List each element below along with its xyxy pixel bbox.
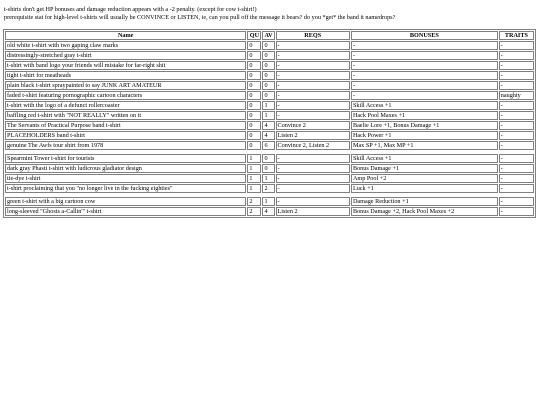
group-spacer-cell	[5, 194, 534, 196]
header-qu: QU	[247, 31, 261, 40]
cell-qu: 0	[247, 41, 261, 50]
cell-av: 1	[262, 111, 274, 120]
table-row	[5, 131, 534, 140]
cell-av: 0	[262, 81, 274, 90]
table-row	[5, 111, 534, 120]
cell-qu: 0	[247, 61, 261, 70]
header-traits: TRAITS	[499, 31, 534, 40]
table-body	[5, 41, 534, 216]
cell-reqs: -	[276, 41, 350, 50]
cell-av: 1	[262, 197, 274, 206]
cell-traits: -	[499, 71, 534, 80]
cell-reqs: -	[276, 61, 350, 70]
cell-bonuses: -	[351, 81, 498, 90]
cell-bonuses: Max SP +1, Max MP +1	[351, 141, 498, 150]
table-row	[5, 174, 534, 183]
cell-name: t-shirt with the logo of a defunct rollercoaster	[5, 101, 246, 110]
cell-av: 0	[262, 51, 274, 60]
cell-reqs: -	[276, 91, 350, 100]
cell-name: distressingly-stretched gray t-shirt	[5, 51, 246, 60]
cell-name: tight t-shirt for meatheads	[5, 71, 246, 80]
cell-name: genuine The Awfs tour shirt from 1978	[5, 141, 246, 150]
cell-av: 0	[262, 154, 274, 163]
cell-traits: -	[499, 197, 534, 206]
cell-qu: 1	[247, 164, 261, 173]
header-av: AV	[264, 32, 273, 39]
cell-name: green t-shirt with a big cartoon cow	[5, 197, 246, 206]
cell-name: PLACEHOLDERS band t-shirt	[5, 131, 246, 140]
cell-reqs: Convince 2, Listen 2	[276, 141, 350, 150]
cell-name: Spearmint Tower t-shirt for tourists	[5, 154, 246, 163]
cell-qu: 0	[247, 81, 261, 90]
cell-name: faded t-shirt featuring pornographic cartoon characters	[5, 91, 246, 100]
cell-bonuses: -	[351, 91, 498, 100]
intro-line-1: t-shirts don't get HP bonuses and damage reduction appears with a -2 penalty. (except for cow t-shirt!)	[4, 6, 257, 13]
cell-bonuses: Bonus Damage +2, Hack Pool Maxes +2	[351, 207, 498, 216]
cell-name: dark gray Phasti t-shirt with ludicrous gladiator design	[5, 164, 246, 173]
cell-qu: 1	[247, 174, 261, 183]
cell-qu: 0	[247, 51, 261, 60]
cell-av: 0	[262, 71, 274, 80]
cell-av: 0	[262, 164, 274, 173]
cell-reqs: -	[276, 101, 350, 110]
table-row	[5, 101, 534, 110]
cell-qu: 0	[247, 141, 261, 150]
cell-name: tie-dye t-shirt	[5, 174, 246, 183]
cell-reqs: -	[276, 154, 350, 163]
cell-reqs: Listen 2	[276, 131, 350, 140]
cell-bonuses: -	[351, 71, 498, 80]
table-row	[5, 81, 534, 90]
header-bonuses: BONUSES	[351, 31, 498, 40]
cell-av: 0	[262, 61, 274, 70]
cell-qu: 0	[247, 71, 261, 80]
cell-av: 2	[262, 184, 274, 193]
cell-av: 0	[262, 91, 274, 100]
cell-bonuses: -	[351, 51, 498, 60]
header-name: Name	[5, 31, 246, 40]
cell-av: 1	[262, 101, 274, 110]
table-row	[5, 91, 534, 100]
table-row	[5, 207, 534, 216]
cell-traits: -	[499, 131, 534, 140]
table-header-row	[5, 31, 534, 40]
cell-traits: -	[499, 111, 534, 120]
cell-name: t-shirt proclaiming that you "no longer live in the fucking eighties"	[5, 184, 246, 193]
table-row	[5, 154, 534, 163]
cell-reqs: -	[276, 184, 350, 193]
cell-name: plain black t-shirt spraypainted to say JUNK ART AMATEUR	[5, 81, 246, 90]
cell-qu: 0	[247, 101, 261, 110]
cell-traits: -	[499, 184, 534, 193]
intro-text	[4, 6, 395, 22]
cell-name: long-sleeved "Ghosts a-Callin'" t-shirt	[5, 207, 246, 216]
cell-reqs: -	[276, 71, 350, 80]
cell-traits: -	[499, 174, 534, 183]
cell-bonuses: Skill Access +1	[351, 101, 498, 110]
cell-av: 4	[262, 121, 274, 130]
table-row	[5, 141, 534, 150]
cell-traits: -	[499, 41, 534, 50]
cell-name: The Servants of Practical Purpose band t-shirt	[5, 121, 246, 130]
cell-reqs: Convince 2	[276, 121, 350, 130]
cell-reqs: -	[276, 51, 350, 60]
cell-traits: -	[499, 61, 534, 70]
table-row	[5, 184, 534, 193]
table-row	[5, 71, 534, 80]
cell-qu: 1	[247, 154, 261, 163]
cell-reqs: -	[276, 174, 350, 183]
cell-av: 0	[262, 41, 274, 50]
cell-traits: -	[499, 51, 534, 60]
table-row	[5, 41, 534, 50]
cell-reqs: -	[276, 111, 350, 120]
cell-traits: -	[499, 207, 534, 216]
group-spacer	[5, 151, 534, 153]
cell-bonuses: Skill Access +1	[351, 154, 498, 163]
tshirt-table-container	[3, 29, 536, 218]
cell-bonuses: Damage Reduction +1	[351, 197, 498, 206]
cell-name: t-shirt with band logo your friends will mistake for far-right shit	[5, 61, 246, 70]
cell-bonuses: Amp Pool +2	[351, 174, 498, 183]
cell-reqs: -	[276, 197, 350, 206]
cell-av: 4	[262, 207, 274, 216]
cell-traits: -	[499, 164, 534, 173]
cell-name: old white t-shirt with two gaping claw marks	[5, 41, 246, 50]
table-row	[5, 51, 534, 60]
table-row	[5, 61, 534, 70]
table-row	[5, 121, 534, 130]
cell-qu: 0	[247, 121, 261, 130]
cell-reqs: -	[276, 81, 350, 90]
cell-qu: 2	[247, 207, 261, 216]
cell-qu: 0	[247, 91, 261, 100]
intro-line-2: prerequisite stat for high-level t-shirts will usually be CONVINCE or LISTEN, ie, can you pull off the message it bears? do you *get* the band it namedrops?	[4, 14, 396, 21]
cell-reqs: -	[276, 164, 350, 173]
cell-bonuses: Bonus Damage +1	[351, 164, 498, 173]
table-row	[5, 197, 534, 206]
cell-traits: -	[499, 121, 534, 130]
cell-traits: -	[499, 141, 534, 150]
cell-av: 4	[262, 131, 274, 140]
cell-traits: naughty	[499, 91, 534, 100]
group-spacer	[5, 194, 534, 196]
header-reqs: REQS	[276, 31, 350, 40]
cell-reqs: Listen 2	[276, 207, 350, 216]
cell-bonuses: Hack Pool Maxes +1	[351, 111, 498, 120]
group-spacer-cell	[5, 151, 534, 153]
cell-qu: 0	[247, 111, 261, 120]
cell-bonuses: Baelie Lore +1, Bonus Damage +1	[351, 121, 498, 130]
cell-av: 6	[262, 141, 274, 150]
cell-bonuses: -	[351, 61, 498, 70]
cell-name: baffling red t-shirt with "NOT REALLY" written on it	[5, 111, 246, 120]
cell-traits: -	[499, 101, 534, 110]
cell-qu: 2	[247, 197, 261, 206]
cell-qu: 1	[247, 184, 261, 193]
tshirt-table	[3, 29, 536, 218]
cell-bonuses: -	[351, 41, 498, 50]
cell-bonuses: Hack Power +1	[351, 131, 498, 140]
table-row	[5, 164, 534, 173]
cell-traits: -	[499, 81, 534, 90]
cell-qu: 0	[247, 131, 261, 140]
cell-traits: -	[499, 154, 534, 163]
cell-av: 1	[262, 174, 274, 183]
cell-bonuses: Luck +1	[351, 184, 498, 193]
